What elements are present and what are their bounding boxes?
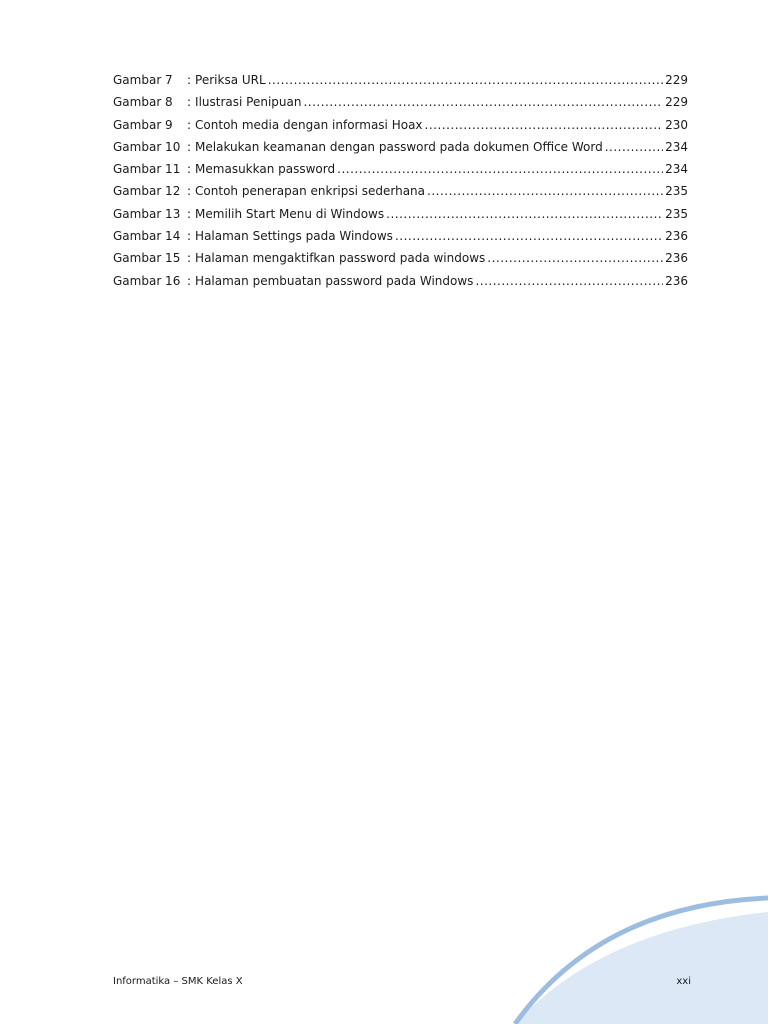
page-number: 236 (665, 251, 688, 266)
figure-title: Halaman Settings pada Windows (195, 229, 393, 244)
toc-entry (113, 136, 688, 158)
separator: : (187, 162, 192, 177)
page-number: 235 (665, 184, 688, 199)
separator: : (187, 184, 192, 199)
dot-leader (303, 91, 663, 113)
figure-label: Gambar 11 (113, 162, 181, 177)
toc-entry (113, 91, 688, 113)
page-number: 235 (665, 206, 688, 221)
toc-entry (113, 158, 688, 180)
dot-leader (337, 158, 663, 180)
toc-entry (113, 114, 688, 136)
dot-leader (475, 270, 663, 292)
toc-entry (113, 225, 688, 247)
figure-title: Contoh media dengan informasi Hoax (195, 117, 423, 132)
dot-leader (427, 180, 663, 202)
figure-label: Gambar 12 (113, 184, 181, 199)
dot-leader (386, 203, 663, 225)
toc-entry (113, 69, 688, 91)
separator: : (187, 95, 192, 110)
figure-title: Memasukkan password (195, 162, 336, 177)
figure-label: Gambar 16 (113, 273, 181, 288)
dot-leader (605, 136, 663, 158)
figure-title: Memilih Start Menu di Windows (195, 206, 385, 221)
figure-label: Gambar 9 (113, 117, 173, 132)
page-number: 234 (665, 139, 688, 154)
separator: : (187, 273, 192, 288)
dot-leader (268, 69, 663, 91)
figure-label: Gambar 13 (113, 206, 181, 221)
list-of-figures (113, 69, 688, 292)
page-number: 229 (665, 73, 688, 87)
toc-entry (113, 180, 688, 202)
corner-decoration-fill (515, 912, 768, 1024)
page-number: 236 (665, 273, 688, 288)
figure-title: Contoh penerapan enkripsi sederhana (195, 184, 426, 199)
page-number: 230 (665, 117, 688, 132)
separator: : (187, 251, 192, 266)
toc-entry (113, 247, 688, 269)
separator: : (187, 73, 192, 87)
figure-title: Periksa URL (195, 73, 266, 87)
figure-label: Gambar 10 (113, 139, 181, 154)
figure-title: Melakukan keamanan dengan password pada dokumen Office Word (195, 139, 603, 154)
separator: : (187, 139, 192, 154)
toc-entry (113, 203, 688, 225)
figure-title: Ilustrasi Penipuan (195, 95, 302, 110)
figure-title: Halaman mengaktifkan password pada windows (195, 251, 486, 266)
page-number: 234 (665, 162, 688, 177)
figure-label: Gambar 7 (113, 73, 173, 87)
figure-label: Gambar 15 (113, 251, 181, 266)
separator: : (187, 117, 192, 132)
dot-leader (487, 247, 663, 269)
separator: : (187, 229, 192, 244)
dot-leader (425, 114, 664, 136)
page-number: 236 (665, 229, 688, 244)
figure-title: Halaman pembuatan password pada Windows (195, 273, 474, 288)
footer-page-number: xxi (676, 976, 691, 987)
figure-label: Gambar 8 (113, 95, 173, 110)
figure-label: Gambar 14 (113, 229, 181, 244)
toc-entry (113, 270, 688, 292)
footer-book-title: Informatika – SMK Kelas X (113, 976, 243, 987)
separator: : (187, 206, 192, 221)
dot-leader (395, 225, 663, 247)
page-number: 229 (665, 95, 688, 110)
